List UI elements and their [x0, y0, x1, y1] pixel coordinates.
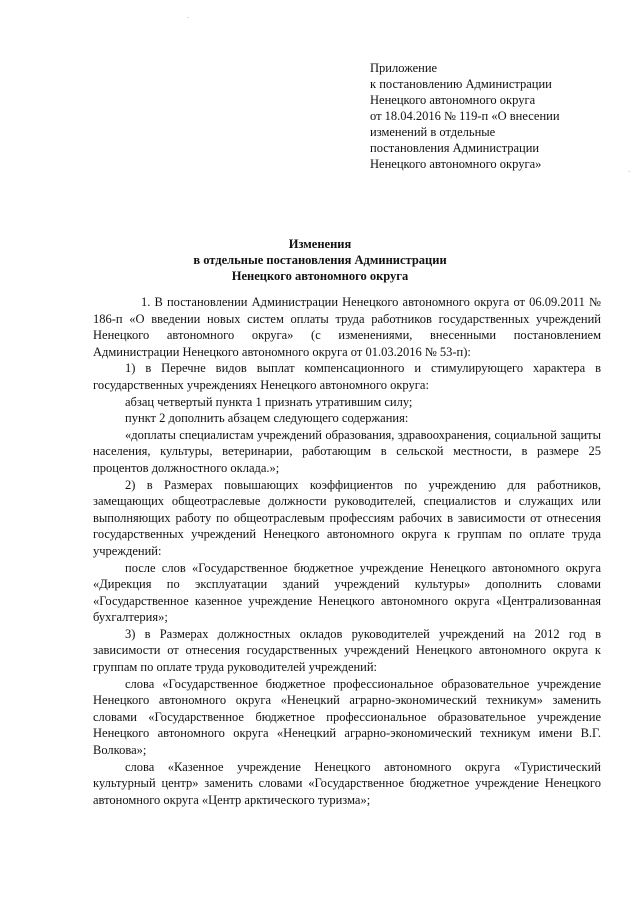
- appendix-line: Ненецкого автономного округа: [370, 93, 536, 107]
- scan-dot: ·: [187, 14, 190, 22]
- document-title: [0, 236, 640, 284]
- paragraph: слова «Казенное учреждение Ненецкого автономного округа «Туристический культурный центр» заменить словами «Государственное бюджетное учреждение Ненецкого автономного округа «Центр арктического туризма»;: [93, 759, 601, 807]
- paragraph: 3) в Размерах должностных окладов руководителей учреждений на 2012 год в зависимости от отнесения государственных учреждений Ненецкого автономного округа к группам по оплате труда руководителей учреждений:: [93, 626, 601, 675]
- appendix-line: к постановлению Администрации: [370, 77, 552, 91]
- title-line: в отдельные постановления Администрации: [193, 253, 447, 267]
- appendix-line: Приложение: [370, 61, 438, 75]
- appendix-line: от 18.04.2016 № 119-п «О внесении: [370, 109, 560, 123]
- appendix-line: постановления Администрации: [370, 141, 540, 155]
- appendix-line: Ненецкого автономного округа»: [370, 157, 542, 171]
- paragraph: пункт 2 дополнить абзацем следующего содержания:: [125, 411, 409, 426]
- paragraph: слова «Государственное бюджетное профессиональное образовательное учреждение Ненецкого автономного округа «Ненецкий аграрно-экономический техникум» заменить словами «Государственное бюджетное профессиональное образовательное учреждение Ненецкого автономного округа «Ненецкий аграрно-экономический техникум имени В.Г. Волкова»;: [93, 676, 601, 758]
- paragraph: 2) в Размерах повышающих коэффициентов по учреждению для работников, замещающих общеотраслевые должности руководителей, специалистов и служащих или выполняющих работу по общеотраслевым профессиям рабочих в зависимости от отнесения государственных учреждений Ненецкого автономного округа к группам по оплате труда учреждений:: [93, 477, 601, 558]
- title-line: Ненецкого автономного округа: [231, 269, 409, 283]
- appendix-line: изменений в отдельные: [370, 125, 496, 139]
- paragraph: «доплаты специалистам учреждений образования, здравоохранения, социальной защиты населения, культуры, ветеринарии, работающим в сельской местности, в размере 25 процентов должностного оклада.»;: [93, 427, 601, 475]
- scan-dot: ·: [628, 168, 631, 176]
- paragraph: 1. В постановлении Администрации Ненецкого автономного округа от 06.09.2011 № 186-п «О введении новых систем оплаты труда работников государственных учреждений Ненецкого автономного округа» (с изменениями, внесенными постановлением Администрации Ненецкого автономного округа от 01.03.2016 № 53-п):: [93, 295, 601, 359]
- document-body: [93, 294, 601, 808]
- appendix-block: [370, 60, 620, 172]
- paragraph: абзац четвертый пункта 1 признать утратившим силу;: [125, 394, 413, 409]
- title-line: Изменения: [288, 237, 352, 251]
- paragraph: после слов «Государственное бюджетное учреждение Ненецкого автономного округа «Дирекция по эксплуатации зданий учреждений культуры» дополнить словами «Государственное казенное учреждение Ненецкого автономного округа «Централизованная бухгалтерия»;: [93, 560, 601, 625]
- paragraph: 1) в Перечне видов выплат компенсационного и стимулирующего характера в государственных учреждениях Ненецкого автономного округа:: [93, 361, 601, 392]
